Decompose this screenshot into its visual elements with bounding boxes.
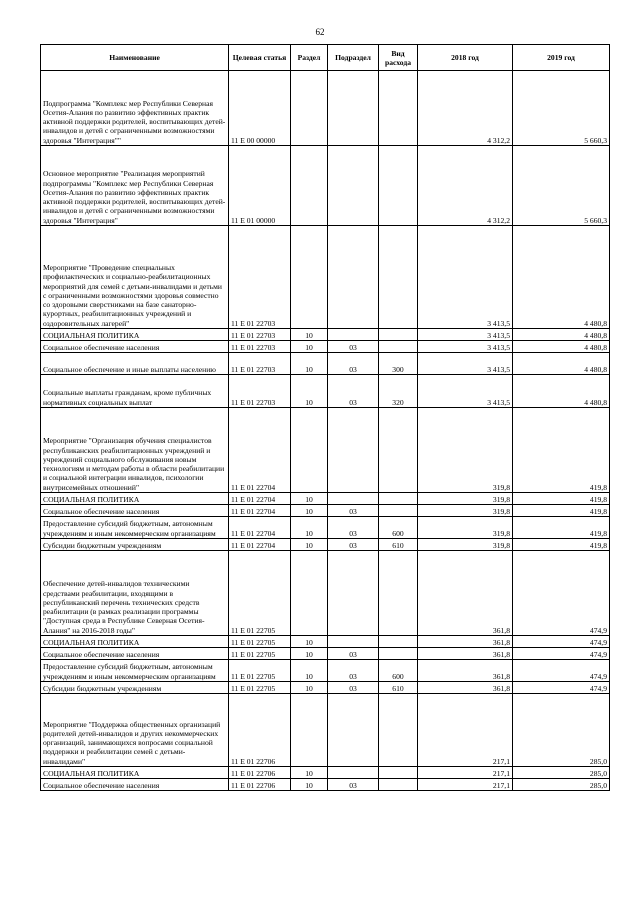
row-subsection: 03 xyxy=(328,517,379,539)
row-expense-type: 300 xyxy=(379,353,418,375)
row-name: Мероприятие "Поддержка общественных организаций родителей детей-инвалидов и других некоммерческих организаций, занимающихся вопросами социальной поддержки и реабилитации семей с детьми-инвалидами" xyxy=(41,694,229,767)
row-target: 11 Е 01 22704 xyxy=(229,408,291,493)
table-row xyxy=(41,660,610,682)
row-expense-type xyxy=(379,226,418,329)
row-section: 10 xyxy=(291,353,328,375)
row-target: 11 Е 01 22705 xyxy=(229,682,291,694)
row-value-2018: 361,8 xyxy=(418,551,513,636)
row-expense-type xyxy=(379,767,418,779)
row-name: Социальное обеспечение населения xyxy=(41,648,229,660)
row-name: Социальное обеспечение населения xyxy=(41,505,229,517)
row-subsection xyxy=(328,408,379,493)
row-target: 11 Е 01 22706 xyxy=(229,767,291,779)
row-subsection: 03 xyxy=(328,539,379,551)
table-row xyxy=(41,329,610,341)
row-subsection xyxy=(328,551,379,636)
row-section: 10 xyxy=(291,505,328,517)
row-section: 10 xyxy=(291,660,328,682)
row-name: Обеспечение детей-инвалидов техническими средствами реабилитации, входящими в республиканский перечень технических средств реабилитации (в рамках реализации программы "Доступная среда в Республике Северная Осетия-Алания" на 2016-2018 годы" xyxy=(41,551,229,636)
row-target: 11 Е 01 22704 xyxy=(229,517,291,539)
table-row xyxy=(41,636,610,648)
row-value-2019: 5 660,3 xyxy=(513,71,610,146)
row-target: 11 Е 01 22703 xyxy=(229,329,291,341)
table-row xyxy=(41,226,610,329)
row-section: 10 xyxy=(291,539,328,551)
column-header-expense-type: Вид расхода xyxy=(379,45,418,71)
row-section xyxy=(291,146,328,226)
row-target: 11 Е 01 22705 xyxy=(229,660,291,682)
row-expense-type: 600 xyxy=(379,517,418,539)
row-expense-type: 320 xyxy=(379,375,418,408)
row-value-2018: 3 413,5 xyxy=(418,329,513,341)
row-target: 11 Е 01 22703 xyxy=(229,375,291,408)
row-section: 10 xyxy=(291,329,328,341)
row-subsection xyxy=(328,636,379,648)
table-row xyxy=(41,648,610,660)
row-value-2019: 4 480,8 xyxy=(513,375,610,408)
row-target: 11 Е 01 22703 xyxy=(229,353,291,375)
row-subsection xyxy=(328,329,379,341)
row-expense-type: 610 xyxy=(379,682,418,694)
row-subsection xyxy=(328,493,379,505)
row-expense-type: 600 xyxy=(379,660,418,682)
row-subsection: 03 xyxy=(328,341,379,353)
row-section: 10 xyxy=(291,779,328,791)
column-header-2018: 2018 год xyxy=(418,45,513,71)
row-value-2019: 4 480,8 xyxy=(513,329,610,341)
row-section: 10 xyxy=(291,636,328,648)
row-value-2019: 474,9 xyxy=(513,660,610,682)
row-value-2019: 419,8 xyxy=(513,408,610,493)
row-subsection xyxy=(328,71,379,146)
row-value-2019: 5 660,3 xyxy=(513,146,610,226)
row-target: 11 Е 01 22704 xyxy=(229,539,291,551)
row-name: Основное мероприятие "Реализация мероприятий подпрограммы "Комплекс мер Республики Северная Осетия-Алания по развитию эффективных практик активной поддержки родителей, воспитывающих детей-инвалидов и детей с ограниченными возможностями здоровья "Интеграция" xyxy=(41,146,229,226)
row-subsection: 03 xyxy=(328,660,379,682)
row-target: 11 Е 01 22706 xyxy=(229,694,291,767)
row-section: 10 xyxy=(291,341,328,353)
row-value-2018: 319,8 xyxy=(418,539,513,551)
row-subsection xyxy=(328,146,379,226)
column-header-2019: 2019 год xyxy=(513,45,610,71)
column-header-name: Наименование xyxy=(41,45,229,71)
row-expense-type xyxy=(379,71,418,146)
row-expense-type xyxy=(379,779,418,791)
row-section: 10 xyxy=(291,375,328,408)
row-expense-type: 610 xyxy=(379,539,418,551)
row-section: 10 xyxy=(291,682,328,694)
table-body xyxy=(41,71,610,791)
row-name: Мероприятие "Организация обучения специалистов республиканских реабилитационных учреждений и учреждений социального обслуживания новым технологиям и методам работы в области реабилитации и социальной интеграции инвалидов, психологии внутрисемейных отношений" xyxy=(41,408,229,493)
row-expense-type xyxy=(379,636,418,648)
row-value-2019: 4 480,8 xyxy=(513,226,610,329)
row-value-2018: 319,8 xyxy=(418,505,513,517)
table-row xyxy=(41,539,610,551)
row-section xyxy=(291,226,328,329)
row-value-2018: 217,1 xyxy=(418,779,513,791)
row-name: Мероприятие "Проведение специальных профилактических и социально-реабилитационных мероприятий для семей с детьми-инвалидами и детьми с ограниченными возможностями здоровья совместно со здоровыми сверстниками на базе санаторно-курортных, реабилитационных учреждений и оздоровительных лагерей" xyxy=(41,226,229,329)
table-row xyxy=(41,71,610,146)
row-value-2018: 3 413,5 xyxy=(418,353,513,375)
row-subsection: 03 xyxy=(328,779,379,791)
row-name: Социальные выплаты гражданам, кроме публичных нормативных социальных выплат xyxy=(41,375,229,408)
row-expense-type xyxy=(379,341,418,353)
row-value-2019: 419,8 xyxy=(513,505,610,517)
row-name: Субсидии бюджетным учреждениям xyxy=(41,539,229,551)
row-value-2018: 361,8 xyxy=(418,636,513,648)
row-value-2018: 4 312,2 xyxy=(418,146,513,226)
row-value-2018: 217,1 xyxy=(418,694,513,767)
row-value-2018: 3 413,5 xyxy=(418,226,513,329)
row-target: 11 Е 00 00000 xyxy=(229,71,291,146)
table-row xyxy=(41,551,610,636)
row-value-2019: 419,8 xyxy=(513,517,610,539)
row-subsection xyxy=(328,226,379,329)
row-name: Социальное обеспечение населения xyxy=(41,779,229,791)
row-section xyxy=(291,71,328,146)
row-subsection: 03 xyxy=(328,648,379,660)
row-value-2018: 4 312,2 xyxy=(418,71,513,146)
row-section: 10 xyxy=(291,493,328,505)
row-value-2019: 285,0 xyxy=(513,694,610,767)
table-row xyxy=(41,341,610,353)
table-row xyxy=(41,375,610,408)
row-target: 11 Е 01 00000 xyxy=(229,146,291,226)
row-name: Подпрограмма "Комплекс мер Республики Северная Осетия-Алания по развитию эффективных практик активной поддержки родителей, воспитывающих детей-инвалидов и детей с ограниченными возможностями здоровья "Интеграция"" xyxy=(41,71,229,146)
row-section: 10 xyxy=(291,767,328,779)
row-value-2019: 285,0 xyxy=(513,767,610,779)
column-header-target: Целевая статья xyxy=(229,45,291,71)
row-target: 11 Е 01 22705 xyxy=(229,648,291,660)
table-row xyxy=(41,767,610,779)
row-expense-type xyxy=(379,551,418,636)
row-expense-type xyxy=(379,493,418,505)
row-value-2018: 361,8 xyxy=(418,682,513,694)
row-subsection xyxy=(328,767,379,779)
page-number: 62 xyxy=(315,27,325,37)
row-name: Предоставление субсидий бюджетным, автономным учреждениям и иным некоммерческим организациям xyxy=(41,517,229,539)
row-value-2019: 474,9 xyxy=(513,551,610,636)
row-expense-type xyxy=(379,505,418,517)
column-header-subsection: Подраздел xyxy=(328,45,379,71)
row-target: 11 Е 01 22704 xyxy=(229,493,291,505)
row-section: 10 xyxy=(291,517,328,539)
row-value-2018: 319,8 xyxy=(418,493,513,505)
row-name: Социальное обеспечение и иные выплаты населению xyxy=(41,353,229,375)
row-value-2018: 319,8 xyxy=(418,408,513,493)
table-row xyxy=(41,682,610,694)
table-row xyxy=(41,146,610,226)
row-name: Социальное обеспечение населения xyxy=(41,341,229,353)
row-section: 10 xyxy=(291,648,328,660)
row-value-2018: 361,8 xyxy=(418,648,513,660)
row-value-2019: 474,9 xyxy=(513,636,610,648)
row-target: 11 Е 01 22703 xyxy=(229,226,291,329)
row-name: Предоставление субсидий бюджетным, автономным учреждениям и иным некоммерческим организациям xyxy=(41,660,229,682)
row-subsection: 03 xyxy=(328,682,379,694)
row-name: СОЦИАЛЬНАЯ ПОЛИТИКА xyxy=(41,329,229,341)
row-value-2019: 4 480,8 xyxy=(513,353,610,375)
row-expense-type xyxy=(379,329,418,341)
row-value-2019: 419,8 xyxy=(513,493,610,505)
row-value-2019: 474,9 xyxy=(513,648,610,660)
table-row xyxy=(41,505,610,517)
row-value-2019: 285,0 xyxy=(513,779,610,791)
table-row xyxy=(41,493,610,505)
row-subsection xyxy=(328,694,379,767)
table-row xyxy=(41,353,610,375)
table-row xyxy=(41,517,610,539)
row-subsection: 03 xyxy=(328,505,379,517)
row-value-2019: 474,9 xyxy=(513,682,610,694)
row-value-2018: 3 413,5 xyxy=(418,341,513,353)
row-target: 11 Е 01 22705 xyxy=(229,551,291,636)
row-expense-type xyxy=(379,648,418,660)
row-section xyxy=(291,551,328,636)
row-expense-type xyxy=(379,146,418,226)
row-name: Субсидии бюджетным учреждениям xyxy=(41,682,229,694)
row-value-2019: 419,8 xyxy=(513,539,610,551)
table-row xyxy=(41,408,610,493)
row-value-2018: 361,8 xyxy=(418,660,513,682)
row-target: 11 Е 01 22705 xyxy=(229,636,291,648)
row-section xyxy=(291,408,328,493)
row-subsection: 03 xyxy=(328,375,379,408)
row-section xyxy=(291,694,328,767)
row-value-2018: 217,1 xyxy=(418,767,513,779)
row-value-2019: 4 480,8 xyxy=(513,341,610,353)
table-row xyxy=(41,694,610,767)
row-name: СОЦИАЛЬНАЯ ПОЛИТИКА xyxy=(41,636,229,648)
row-expense-type xyxy=(379,408,418,493)
row-target: 11 Е 01 22703 xyxy=(229,341,291,353)
row-target: 11 Е 01 22704 xyxy=(229,505,291,517)
row-value-2018: 3 413,5 xyxy=(418,375,513,408)
table-row xyxy=(41,779,610,791)
row-name: СОЦИАЛЬНАЯ ПОЛИТИКА xyxy=(41,493,229,505)
row-target: 11 Е 01 22706 xyxy=(229,779,291,791)
row-subsection: 03 xyxy=(328,353,379,375)
row-name: СОЦИАЛЬНАЯ ПОЛИТИКА xyxy=(41,767,229,779)
row-value-2018: 319,8 xyxy=(418,517,513,539)
budget-table xyxy=(40,44,610,791)
row-expense-type xyxy=(379,694,418,767)
column-header-section: Раздел xyxy=(291,45,328,71)
table-header-row xyxy=(41,45,610,71)
